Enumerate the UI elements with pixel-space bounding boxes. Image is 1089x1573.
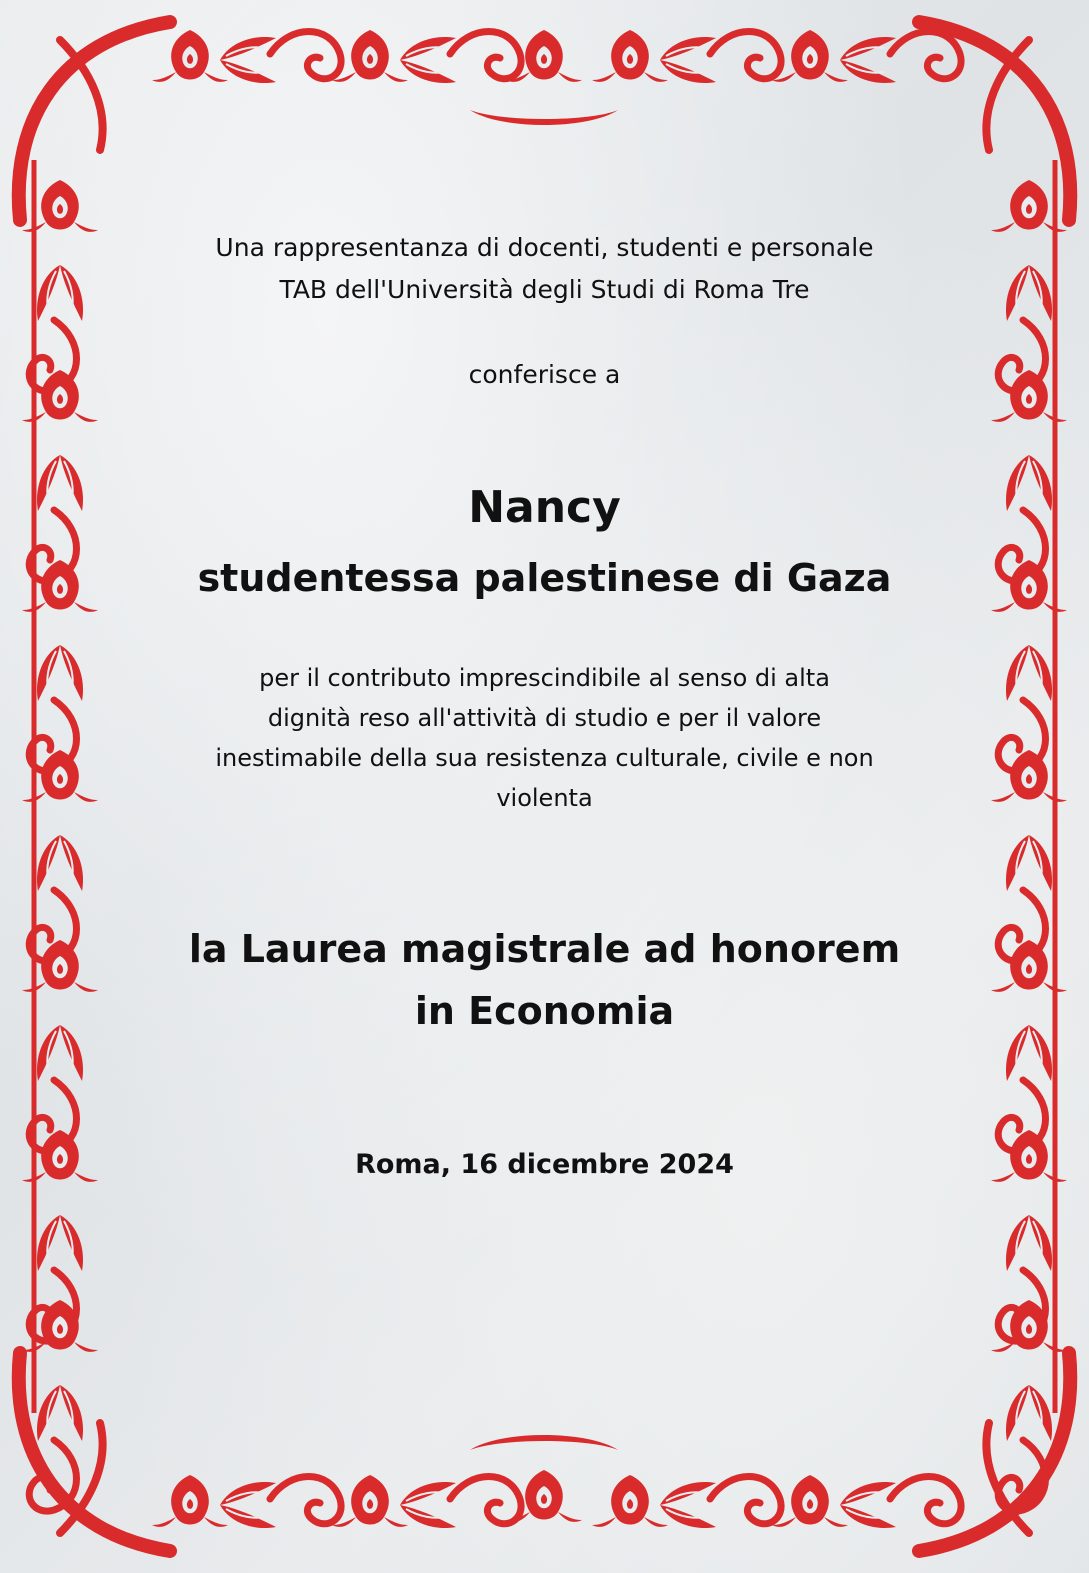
recipient-description: studentessa palestinese di Gaza — [197, 556, 892, 600]
conferisce-text: conferisce a — [468, 360, 621, 389]
place-date: Roma, 16 dicembre 2024 — [355, 1149, 734, 1180]
conferrer-text: Una rappresentanza di docenti, studenti e personale TAB dell'Università degli Studi di Roma Tre — [215, 233, 874, 304]
motivation-text: per il contributo imprescindibile al senso di alta dignità reso all'attività di studio e per il valore inestimabile della sua resistenza culturale, civile e non violenta — [215, 664, 874, 812]
recipient-name: Nancy — [468, 482, 621, 533]
degree-title: la Laurea magistrale ad honorem in Economia — [188, 927, 901, 1033]
